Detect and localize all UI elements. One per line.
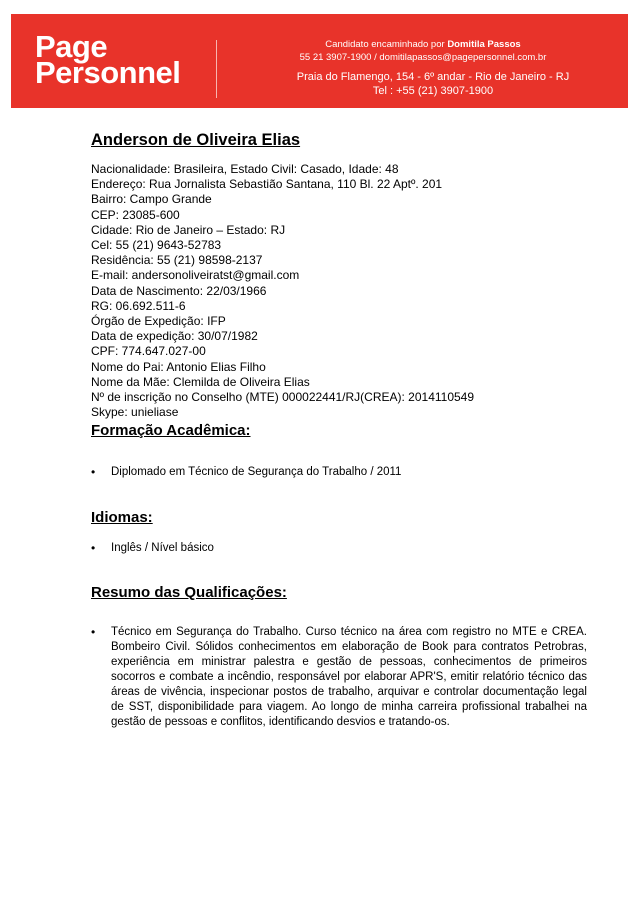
detail-line: E-mail: andersonoliveiratst@gmail.com bbox=[91, 268, 300, 283]
detail-line: Nome do Pai: Antonio Elias Filho bbox=[91, 359, 266, 374]
detail-line: Bairro: Campo Grande bbox=[91, 192, 212, 207]
detail-line: Skype: unieliase bbox=[91, 405, 179, 420]
detail-line: CPF: 774.647.027-00 bbox=[91, 344, 206, 359]
detail-line: Residência: 55 (21) 98598-2137 bbox=[91, 253, 263, 268]
summary-item bbox=[91, 625, 587, 730]
page-personnel-logo bbox=[35, 29, 181, 90]
education-title: Formação Acadêmica: bbox=[91, 422, 251, 439]
referral-info bbox=[273, 38, 573, 64]
bullet-icon: • bbox=[91, 465, 96, 479]
header-divider bbox=[216, 40, 217, 98]
office-address bbox=[273, 70, 593, 98]
education-text: Diplomado em Técnico de Segurança do Trabalho / 2011 bbox=[111, 466, 402, 478]
referral-name: Domitila Passos bbox=[447, 39, 521, 50]
detail-line: Cidade: Rio de Janeiro – Estado: RJ bbox=[91, 222, 286, 237]
education-item bbox=[91, 465, 587, 480]
detail-line: Data de Nascimento: 22/03/1966 bbox=[91, 283, 267, 298]
referral-line bbox=[273, 38, 573, 51]
detail-line: Endereço: Rua Jornalista Sebastião Santana, 110 Bl. 22 Aptº. 201 bbox=[91, 177, 443, 192]
logo-line-2: Personnel bbox=[35, 55, 181, 90]
referral-contact: 55 21 3907-1900 / domitilapassos@pagepersonnel.com.br bbox=[299, 52, 547, 63]
detail-line: RG: 06.692.511-6 bbox=[91, 298, 186, 313]
bullet-icon: • bbox=[91, 625, 96, 639]
languages-text: Inglês / Nível básico bbox=[111, 542, 214, 554]
detail-line: Cel: 55 (21) 9643-52783 bbox=[91, 238, 222, 253]
summary-title: Resumo das Qualificações: bbox=[91, 584, 287, 601]
address-line-1: Praia do Flamengo, 154 - 6º andar - Rio de Janeiro - RJ bbox=[296, 71, 570, 83]
detail-line: Órgão de Expedição: IFP bbox=[91, 314, 226, 329]
detail-line: Nº de inscrição no Conselho (MTE) 000022441/RJ(CREA): 2014110549 bbox=[91, 390, 475, 405]
candidate-name: Anderson de Oliveira Elias bbox=[91, 131, 301, 149]
bullet-icon: • bbox=[91, 541, 96, 555]
languages-item bbox=[91, 541, 587, 556]
address-line-2: Tel : +55 (21) 3907-1900 bbox=[372, 85, 494, 97]
detail-line: Nome da Mãe: Clemilda de Oliveira Elias bbox=[91, 374, 310, 389]
detail-line: Data de expedição: 30/07/1982 bbox=[91, 329, 258, 344]
summary-text: Técnico em Segurança do Trabalho. Curso técnico na área com registro no MTE e CREA. Bombeiro Civil. Sólidos conhecimentos em elaboração de Book para contratos Petrobras, experiência em ministrar palestra e gestão de pessoas, conhecimentos de primeiros socorros e combate a incêndio, responsável por elaborar APR'S, emitir relatório técnico das áreas de vivência, inspecionar postos de trabalho, arquivar e controlar documentação legal de SST, disponibilidade para viagem. Ao longo de minha carreira profissional trabalhei na gestão de pessoas e conflitos, identificando desvios e tratando-os. bbox=[111, 626, 587, 728]
header-banner bbox=[11, 14, 628, 108]
languages-title: Idiomas: bbox=[91, 509, 153, 526]
detail-line: CEP: 23085-600 bbox=[91, 207, 180, 222]
logo-line-1: Page bbox=[35, 29, 108, 64]
referral-prefix: Candidato encaminhado por bbox=[325, 39, 445, 50]
candidate-details bbox=[91, 162, 474, 420]
detail-line: Nacionalidade: Brasileira, Estado Civil: Casado, Idade: 48 bbox=[91, 162, 399, 176]
